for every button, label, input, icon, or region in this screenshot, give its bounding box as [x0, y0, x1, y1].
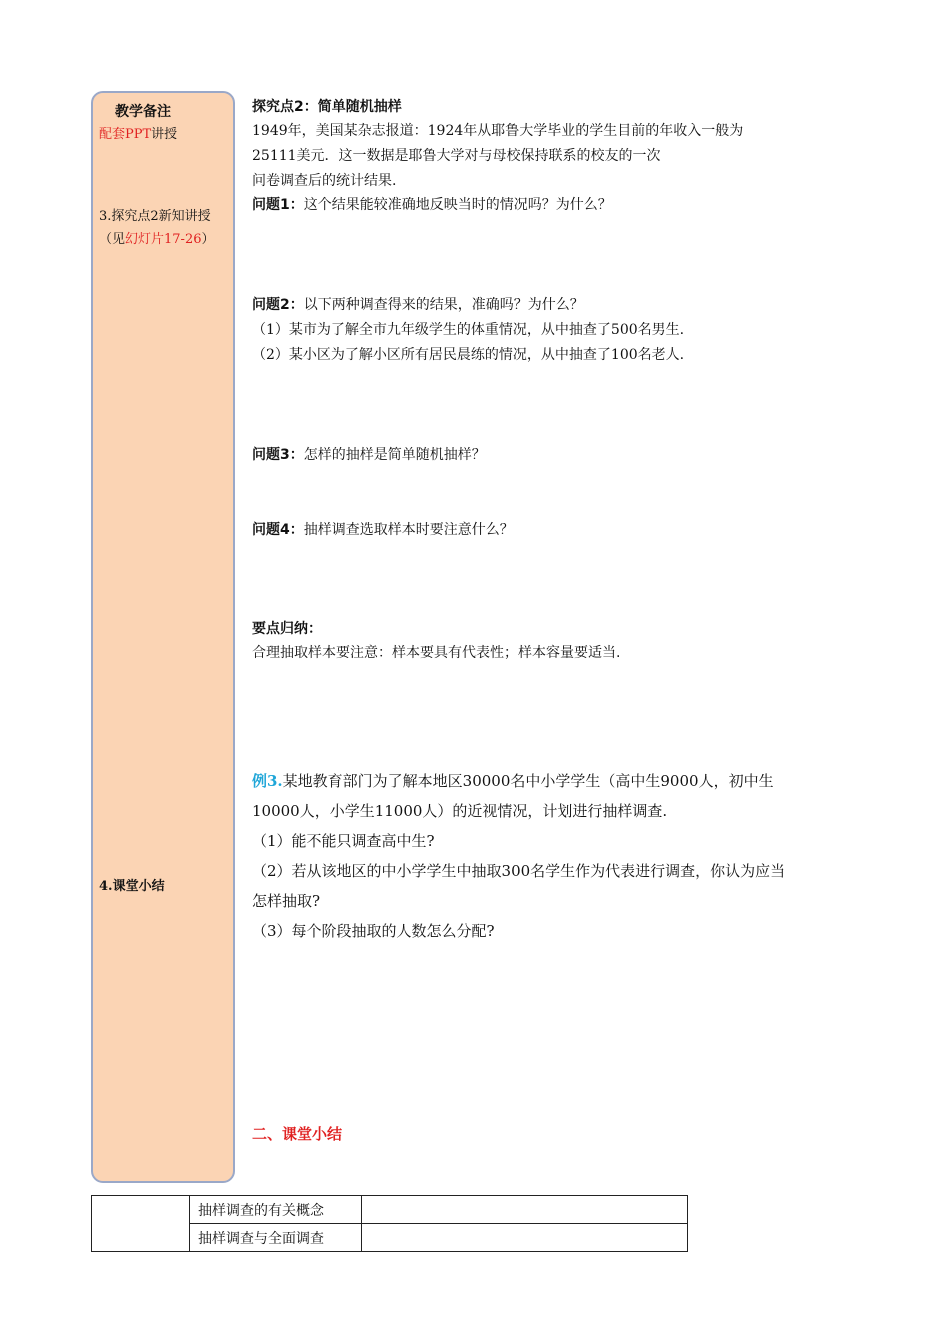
question-3	[252, 444, 486, 464]
q3-text: 怎样的抽样是简单随机抽样？	[303, 447, 486, 463]
question-1	[252, 194, 612, 214]
q4-text: 抽样调查选取样本时要注意什么？	[303, 522, 514, 538]
table-cell-empty-2	[362, 1224, 688, 1252]
sidebar-step4: 4.课堂小结	[99, 879, 165, 894]
example-3-line-1	[252, 770, 774, 791]
question-4	[252, 519, 514, 539]
summary-table	[91, 1195, 688, 1252]
example-q1: （1）能不能只调查高中生?	[252, 832, 435, 850]
example-label: 例3.	[252, 772, 283, 790]
question-2	[252, 294, 584, 314]
step3-see: （见	[99, 232, 126, 247]
summary-text: 合理抽取样本要注意：样本要具有代表性；样本容量要适当.	[252, 645, 621, 661]
sidebar-step3	[99, 205, 231, 251]
intro-line-1: 1949年，美国某杂志报道：1924年从耶鲁大学毕业的学生目前的年收入一般为	[252, 123, 744, 139]
section-2-title: 二、课堂小结	[252, 1125, 343, 1143]
section-heading: 探究点2：简单随机抽样	[252, 99, 402, 115]
q1-label: 问题1：	[252, 197, 304, 213]
intro-line-3: 问卷调查后的统计结果.	[252, 173, 397, 189]
example-3-line-2: 10000人，小学生11000人）的近视情况，计划进行抽样调查.	[252, 802, 668, 820]
table-cell-concepts: 抽样调查的有关概念	[190, 1196, 362, 1224]
teaching-notes-sidebar	[91, 91, 235, 1183]
q2-item-1: （1）某市为了解全市九年级学生的体重情况，从中抽查了500名男生.	[252, 322, 685, 338]
ppt-red-text: 配套PPT	[99, 127, 152, 142]
sidebar-title: 教学备注	[115, 104, 171, 120]
step3-close: ）	[201, 232, 215, 247]
q2-item-2: （2）某小区为了解小区所有居民晨练的情况，从中抽查了100名老人.	[252, 347, 685, 363]
summary-label: 要点归纳：	[252, 621, 322, 637]
example-q3: （3）每个阶段抽取的人数怎么分配?	[252, 922, 495, 940]
intro-line-2: 25111美元．这一数据是耶鲁大学对与母校保持联系的校友的一次	[252, 148, 661, 164]
q4-label: 问题4：	[252, 522, 304, 538]
step3-slides: 幻灯片17-26	[125, 232, 202, 247]
table-cell-comparison: 抽样调查与全面调查	[190, 1224, 362, 1252]
q1-text: 这个结果能较准确地反映当时的情况吗？为什么？	[303, 197, 612, 213]
table-blank-cell	[92, 1196, 190, 1252]
table-row	[92, 1196, 688, 1224]
q3-label: 问题3：	[252, 447, 304, 463]
sidebar-ppt-note	[99, 123, 177, 142]
q2-text: 以下两种调查得来的结果，准确吗？为什么？	[303, 297, 584, 313]
q2-label: 问题2：	[252, 297, 304, 313]
example-q2a: （2）若从该地区的中小学学生中抽取300名学生作为代表进行调查，你认为应当	[252, 862, 786, 880]
ppt-black-text: 讲授	[151, 127, 178, 142]
step3-text: 3.探究点2新知讲授	[99, 209, 211, 224]
table-cell-empty-1	[362, 1196, 688, 1224]
example-text-1: 某地教育部门为了解本地区30000名中小学学生（高中生9000人，初中生	[282, 772, 774, 790]
example-q2b: 怎样抽取?	[252, 892, 321, 910]
